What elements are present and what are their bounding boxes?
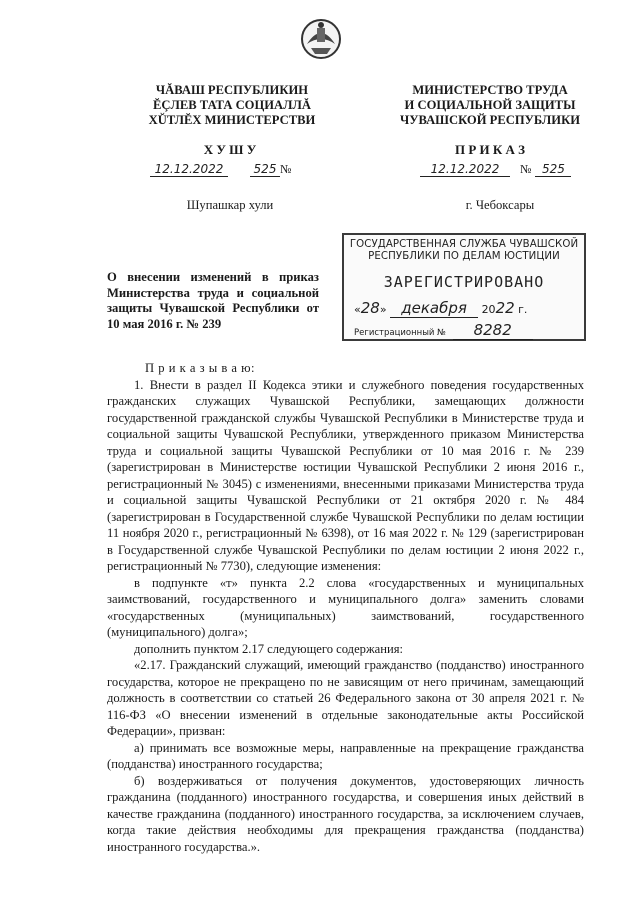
stamp-reg-label: Регистрационный № <box>354 328 446 338</box>
stamp-day: 28 <box>360 299 380 317</box>
paragraph: а) принимать все возможные меры, направленные на прекращение гражданства (подданства) иностранного государства; <box>107 740 584 771</box>
paragraph: 1. Внести в раздел II Кодекса этики и служебного поведения государственных гражданских служащих Чувашской Республики, замещающих должности государственной гражданской службы Чувашской Республики в Министерстве труда и социальной защиты Чувашской Республики, утвержденного приказом Министерства труда и социальной защиты Чувашской Республики от 10 мая 2016 г. № 239 (зарегистрирован в Министерстве юстиции Чувашской Республики 2 июня 2016 г., регистрационный № 3045) с изменениями, внесенными приказами Министерства труда и социальной защиты Чувашской Республики от 21 октября 2020 г. № 484 (зарегистрирован в Государственной службе Чувашской Республики по делам юстиции 11 ноября 2020 г., регистрационный № 6398), от 16 мая 2022 г. № 129 (зарегистрирован в Государственной службе Чувашской Республики по делам юстиции 2 июня 2022 г., регистрационный № 7730), следующие изменения: <box>107 377 584 573</box>
city-russian: г. Чебоксары <box>465 198 535 212</box>
order-word: П р и к а з ы в а ю: <box>145 361 256 375</box>
left-date: 12.12.2022 <box>150 162 228 177</box>
stamp-reg-number: 8282 <box>453 321 533 340</box>
stamp-line-2: РЕСПУБЛИКИ ПО ДЕЛАМ ЮСТИЦИИ <box>368 251 560 262</box>
right-date-number <box>420 160 590 180</box>
header-right-line: И СОЦИАЛЬНОЙ ЗАЩИТЫ <box>404 98 576 112</box>
stamp-year-unit: г. <box>518 303 528 316</box>
doc-type-russian: П Р И К А З <box>454 142 526 157</box>
left-date-number <box>150 160 320 180</box>
registration-stamp <box>342 233 586 341</box>
left-number-sign: № <box>280 162 292 176</box>
paragraph: б) воздерживаться от получения документов, удостоверяющих личность гражданина (подданного) иностранного государства, и совершения иных действий в качестве гражданина (подданного) иностранного государства, за исключением случаев, когда такие действия необходимы для прекращения гражданства (подданства) иностранного государства.». <box>107 773 584 854</box>
document-body <box>107 360 584 855</box>
ministry-name-chuvash <box>132 83 332 128</box>
header-left-line: ĔÇЛЕВ ТАТА СОЦИАЛЛĂ <box>152 98 312 112</box>
stamp-year-suffix: 22 <box>495 299 515 317</box>
left-number: 525 <box>250 162 280 177</box>
stamp-date-row: «28» декабря 2022 г. <box>354 299 528 317</box>
header-right-line: МИНИСТЕРСТВО ТРУДА <box>412 83 568 97</box>
coat-of-arms-emblem <box>297 14 345 62</box>
header-left-line: ЧĂВАШ РЕСПУБЛИКИН <box>155 83 309 97</box>
stamp-year-prefix: 20 <box>481 303 496 316</box>
stamp-month: декабря <box>390 299 478 318</box>
paragraph: в подпункте «т» пункта 2.2 слова «государственных и муниципальных заимствований, государственного и муниципального долга» заменить словами «государственных (муниципальных) заимствований, государственного (муниципального) долга»; <box>107 575 584 639</box>
ministry-name-russian <box>380 83 600 128</box>
stamp-status: ЗАРЕГИСТРИРОВАНО <box>383 273 545 291</box>
city-chuvash: Шупашкар хули <box>186 198 274 212</box>
paragraph: дополнить пунктом 2.17 следующего содержания: <box>134 641 404 656</box>
header-left-line: ХŬТЛĔХ МИНИСТЕРСТВИ <box>148 113 316 127</box>
right-number-sign: № <box>520 162 532 176</box>
stamp-reg-row <box>354 321 578 340</box>
header-right-line: ЧУВАШСКОЙ РЕСПУБЛИКИ <box>399 113 580 127</box>
stamp-line-1: ГОСУДАРСТВЕННАЯ СЛУЖБА ЧУВАШСКОЙ <box>349 239 579 250</box>
document-title: О внесении изменений в приказ Министерства труда и социальной защиты Чувашской Республики от 10 мая 2016 г. № 239 <box>107 270 319 331</box>
right-number: 525 <box>535 162 571 177</box>
paragraph: «2.17. Гражданский служащий, имеющий гражданство (подданство) иностранного государства, которое не прекращено по не зависящим от него причинам, замещающий должность в соответствии со статьей 26 Федерального закона от 30 апреля 2021 г. № 116-ФЗ «О внесении изменений в отдельные законодательные акты Российской Федерации», призван: <box>107 658 584 738</box>
doc-type-chuvash: Х У Ш У <box>203 142 257 157</box>
right-date: 12.12.2022 <box>420 162 510 177</box>
